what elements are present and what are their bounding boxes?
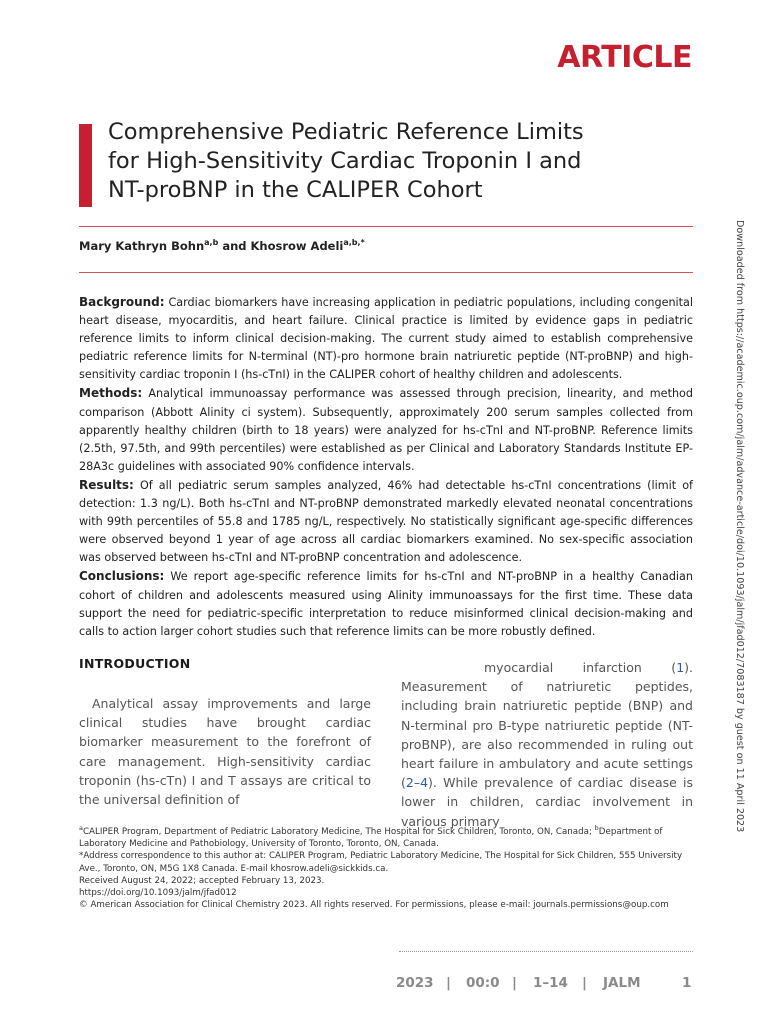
footer-page-number: 1 xyxy=(682,975,692,991)
abstract xyxy=(79,293,693,641)
footer-divider xyxy=(399,951,693,952)
abstract-label: Methods: xyxy=(79,386,143,401)
citation-link[interactable]: 1 xyxy=(676,660,685,675)
intro-paragraph-left: Analytical assay improvements and large clinical studies have brought cardiac biomarker measurement to the forefront of care management. High-sensitivity cardiac troponin (hs-cTn) I and T assays are critical to the universal definition of xyxy=(79,696,371,808)
correspondence: *Address correspondence to this author at: CALIPER Program, Pediatric Laboratory Medicine, The Hospital for Sick Children, 555 University Ave., Toronto, ON, M5G 1X8 Canada. E-mail khosrow.adeli@sickkids.ca. xyxy=(79,851,683,874)
author-affiliation-sup: a,b,* xyxy=(343,238,365,247)
footer-separator: | xyxy=(512,975,517,991)
affiliations xyxy=(79,822,699,850)
citation-link[interactable]: 2–4 xyxy=(405,775,429,791)
footer-volume: 00:0 xyxy=(466,975,500,991)
abstract-text: Cardiac biomarkers have increasing application in pediatric populations, including congenital heart disease, myocarditis, and heart failure. Clinical practice is limited by evidence gaps in pediatric reference limits to inform clinical decision-making. The current study aimed to establish comprehensive pediatric reference limits for N-terminal (NT)-pro hormone brain natriuretic peptide (NT-proBNP) and high-sensitivity cardiac troponin I (hs-cTnI) in the CALIPER cohort of healthy children and adolescents. xyxy=(79,296,693,382)
article-label: ARTICLE xyxy=(557,40,692,75)
footer-year: 2023 xyxy=(396,975,434,991)
divider-top xyxy=(79,226,693,227)
footer-pages: 1–14 xyxy=(533,975,568,991)
footer-journal: JALM xyxy=(603,975,641,991)
article-title xyxy=(108,118,688,205)
abstract-label: Conclusions: xyxy=(79,569,165,584)
affiliation-sup: a xyxy=(79,824,83,832)
abstract-text: Of all pediatric serum samples analyzed, 46% had detectable hs-cTnI concentrations (limit of detection: 1.3 ng/L). Both hs-cTnI and NT-proBNP demonstrated markedly elevated neonatal concentrations with 99th percentiles of 55.8 and 1785 ng/L, respectively. No statistically significant age-specific differences were observed beyond 1 year of age across all cardiac biomarkers examined. No sex-specific association was observed between hs-cTnI and NT-proBNP concentration and adolescence. xyxy=(79,478,693,565)
footer-separator: | xyxy=(582,975,587,991)
download-notice: Downloaded from https://academic.oup.com/jalm/advance-article/doi/10.1093/jalm/jfad012/7083187 by guest on 11 April 2023 xyxy=(734,220,745,833)
author-conjunction: and xyxy=(218,238,251,253)
abstract-results xyxy=(79,476,693,567)
abstract-background xyxy=(79,293,693,384)
affiliation-sup: b xyxy=(594,824,599,832)
abstract-text: Analytical immunoassay performance was assessed through precision, linearity, and method comparison (Abbott Alinity ci system). Subsequently, approximately 200 serum samples collected from apparently healthy children (birth to 18 years) were analyzed for hs-cTnI and NT-proBNP. Reference limits (2.5th, 97.5th, and 99th percentiles) were established as per Clinical and Laboratory Standards Institute EP-28A3c guidelines with associated 90% confidence intervals. xyxy=(79,387,693,473)
abstract-methods xyxy=(79,384,693,475)
intro-text: ). Measurement of natriuretic peptides, including brain natriuretic peptide (BNP) and N-terminal pro B-type natriuretic peptide (NT-proBNP), are also recommended in ruling out heart failure in ambulatory and acute settings ( xyxy=(401,660,693,791)
footnotes xyxy=(79,822,699,911)
title-line-3: NT-proBNP in the CALIPER Cohort xyxy=(108,177,483,203)
abstract-label: Background: xyxy=(79,295,165,309)
doi-link[interactable]: https://doi.org/10.1093/jalm/jfad012 xyxy=(79,887,237,898)
intro-text: myocardial infarction ( xyxy=(484,660,677,675)
author-name[interactable]: Mary Kathryn Bohn xyxy=(79,238,205,253)
footer-separator: | xyxy=(446,975,451,991)
author-list xyxy=(79,238,365,253)
author-affiliation-sup: a,b xyxy=(204,238,219,247)
divider-abstract xyxy=(79,272,693,273)
affiliation-text: CALIPER Program, Department of Pediatric Laboratory Medicine, The Hospital for Sick Children, Toronto, ON, Canada; xyxy=(82,826,595,837)
abstract-text: We report age-specific reference limits for hs-cTnI and NT-proBNP in a healthy Canadian cohort of children and adolescents measured using Alinity immunoassays for the first time. These data support the need for pediatric-specific interpretation to reduce misinformed clinical decision-making and calls to action larger cohort studies such that reference limits can be more robustly defined. xyxy=(79,570,693,638)
author-name[interactable]: Khosrow Adeli xyxy=(250,238,344,253)
intro-paragraph-right xyxy=(401,658,693,831)
title-accent-bar xyxy=(79,124,92,207)
abstract-label: Results: xyxy=(79,477,134,492)
section-heading-introduction: INTRODUCTION xyxy=(79,656,191,671)
title-line-2: for High-Sensitivity Cardiac Troponin I and xyxy=(108,148,582,174)
affiliation-text: Department of Laboratory Medicine and Pathobiology, University of Toronto, Toronto, ON, Canada. xyxy=(79,826,663,850)
received-dates: Received August 24, 2022; accepted February 13, 2023. xyxy=(79,875,325,886)
abstract-conclusions xyxy=(79,567,693,640)
copyright: © American Association for Clinical Chemistry 2023. All rights reserved. For permissions, please e-mail: journals.permissions@oup.com xyxy=(79,900,669,911)
title-line-1: Comprehensive Pediatric Reference Limits xyxy=(108,119,584,145)
intro-text: ). While prevalence of cardiac disease is lower in children, cardiac involvement in various primary xyxy=(401,775,693,829)
